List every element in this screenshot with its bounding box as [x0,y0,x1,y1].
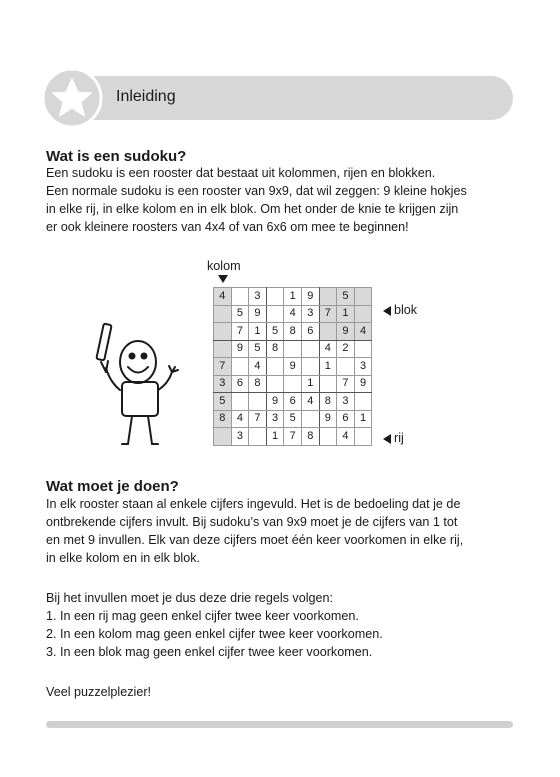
text-line: Een sudoku is een rooster dat bestaat uit kolommen, rijen en blokken. [46,166,436,180]
grid-cell: 3 [301,305,319,323]
text-line: en met 9 invullen. Elk van deze cijfers moet één keer voorkomen in elke rij, [46,533,464,547]
grid-cell [319,288,337,306]
section-heading-what-to-do: Wat moet je doen? [46,478,179,495]
rule-item: 2. In een kolom mag geen enkel cijfer twee keer voorkomen. [46,627,383,641]
grid-cell: 4 [214,288,232,306]
arrow-down-icon [218,275,228,283]
footer-bar [46,721,513,728]
grid-cell [266,305,284,323]
grid-cell [354,393,372,411]
instructions-paragraph [46,495,516,567]
grid-cell: 1 [301,375,319,393]
rule-item: 3. In een blok mag geen enkel cijfer twee keer voorkomen. [46,645,373,659]
grid-cell: 4 [284,305,302,323]
grid-cell: 7 [337,375,355,393]
grid-cell: 9 [354,375,372,393]
grid-cell: 9 [284,358,302,376]
grid-cell [301,340,319,358]
grid-cell [214,428,232,446]
grid-cell: 6 [231,375,249,393]
grid-cell: 6 [337,410,355,428]
grid-row [214,375,372,393]
grid-row [214,288,372,306]
grid-cell [231,288,249,306]
grid-cell: 9 [249,305,267,323]
grid-cell [354,288,372,306]
grid-row [214,323,372,341]
rules-list [46,589,516,661]
grid-cell: 3 [214,375,232,393]
grid-cell: 5 [231,305,249,323]
grid-cell: 7 [284,428,302,446]
grid-cell: 4 [319,340,337,358]
grid-row [214,305,372,323]
grid-cell: 4 [337,428,355,446]
grid-cell [301,410,319,428]
grid-cell: 7 [231,323,249,341]
grid-cell [231,393,249,411]
grid-cell: 1 [337,305,355,323]
grid-cell [214,340,232,358]
grid-cell: 4 [231,410,249,428]
grid-cell [319,323,337,341]
grid-cell: 4 [301,393,319,411]
text-line: Een normale sudoku is een rooster van 9x9, dat wil zeggen: 9 kleine hokjes [46,184,467,198]
page-title: Inleiding [116,88,176,105]
grid-cell [266,288,284,306]
grid-row [214,428,372,446]
rules-intro: Bij het invullen moet je dus deze drie regels volgen: [46,591,334,605]
grid-cell [354,428,372,446]
grid-cell: 8 [266,340,284,358]
grid-cell [266,358,284,376]
grid-cell: 5 [284,410,302,428]
grid-cell: 9 [337,323,355,341]
grid-cell: 6 [301,323,319,341]
grid-cell [231,358,249,376]
arrow-left-icon [383,434,391,444]
grid-cell [354,340,372,358]
grid-row [214,358,372,376]
grid-cell: 3 [266,410,284,428]
grid-cell: 1 [284,288,302,306]
grid-cell: 5 [337,288,355,306]
grid-cell: 3 [249,288,267,306]
grid-cell: 1 [249,323,267,341]
grid-cell: 7 [249,410,267,428]
text-line: In elk rooster staan al enkele cijfers ingevuld. Het is de bedoeling dat je de [46,497,461,511]
sudoku-grid [213,287,372,446]
grid-cell: 9 [266,393,284,411]
grid-cell: 7 [319,305,337,323]
grid-cell: 9 [319,410,337,428]
grid-cell: 6 [284,393,302,411]
grid-row [214,410,372,428]
grid-cell: 8 [249,375,267,393]
grid-cell: 9 [231,340,249,358]
grid-cell: 5 [214,393,232,411]
grid-cell [284,340,302,358]
grid-cell: 1 [319,358,337,376]
grid-cell [337,358,355,376]
grid-cell: 4 [249,358,267,376]
text-line: in elke kolom en in elk blok. [46,551,201,565]
grid-cell: 3 [354,358,372,376]
closing-text: Veel puzzelplezier! [46,685,152,699]
star-icon [40,66,104,130]
grid-row [214,393,372,411]
grid-cell: 8 [214,410,232,428]
grid-cell: 2 [337,340,355,358]
intro-paragraph [46,164,516,236]
grid-cell [214,305,232,323]
grid-cell [319,428,337,446]
grid-cell: 5 [249,340,267,358]
grid-cell: 9 [301,288,319,306]
grid-cell [249,393,267,411]
grid-cell: 3 [337,393,355,411]
grid-cell: 5 [266,323,284,341]
label-kolom: kolom [207,259,241,273]
label-rij: rij [394,431,404,445]
grid-cell [319,375,337,393]
grid-cell: 4 [354,323,372,341]
grid-cell: 8 [284,323,302,341]
grid-cell: 8 [319,393,337,411]
section-heading-what-is-sudoku: Wat is een sudoku? [46,148,187,165]
rule-item: 1. In een rij mag geen enkel cijfer twee keer voorkomen. [46,609,359,623]
grid-cell [214,323,232,341]
grid-cell: 8 [301,428,319,446]
grid-cell [301,358,319,376]
text-line: ontbrekende cijfers invult. Bij sudoku’s van 9x9 moet je de cijfers van 1 tot [46,515,458,529]
grid-cell: 7 [214,358,232,376]
grid-cell: 1 [354,410,372,428]
grid-cell [354,305,372,323]
grid-cell: 3 [231,428,249,446]
text-line: er ook kleinere roosters van 4x4 of van 6x6 om mee te beginnen! [46,220,409,234]
arrow-left-icon [383,306,391,316]
grid-cell [249,428,267,446]
grid-cell [284,375,302,393]
text-line: in elke rij, in elke kolom en in elk blok. Om het onder de knie te krijgen zijn [46,202,459,216]
grid-cell [266,375,284,393]
stick-figure-illustration [92,320,192,450]
grid-cell: 1 [266,428,284,446]
grid-row [214,340,372,358]
label-blok: blok [394,303,418,317]
